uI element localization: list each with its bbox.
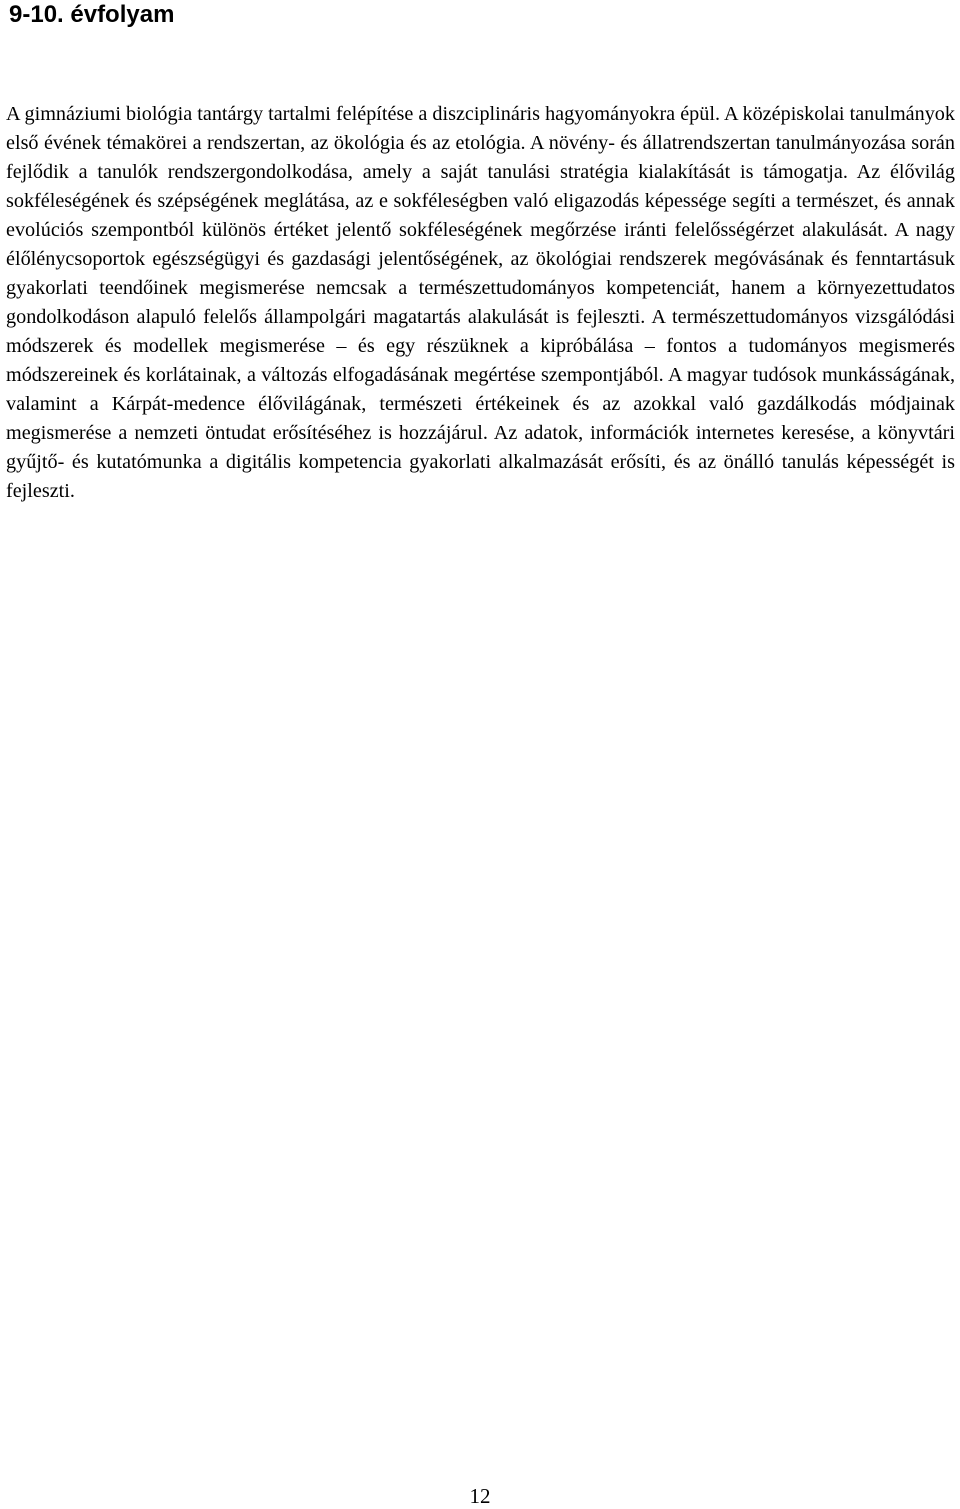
page-number: 12 xyxy=(469,1484,491,1508)
section-heading: 9-10. évfolyam xyxy=(9,1,175,28)
body-paragraph: A gimnáziumi biológia tantárgy tartalmi felépítése a diszciplináris hagyományokra épül. A középiskolai tanulmányok első évének témakörei a rendszertan, az ökológia és az etológia. A növény- és állatrendszertan tanulmányozása során fejlődik a tanulók rendszergondolkodása, amely a saját tanulási stratégia kialakítását is támogatja. Az élővilág sokféleségének és szépségének meglátása, az e sokféleségben való eligazodás képessége segíti a természet, és annak evolúciós szempontból különös értéket jelentő sokféleségének megőrzése iránti felelősségérzet alakulását. A nagy élőlénycsoportok egészségügyi és gazdasági jelentőségének, az ökológiai rendszerek megóvásának és fenntartásuk gyakorlati teendőinek megismerése nemcsak a természettudományos kompetenciát, hanem a környezettudatos gondolkodáson alapuló felelős állampolgári magatartás alakulását is fejleszti. A természettudományos vizsgálódási módszerek és modellek megismerése – és egy részüknek a kipróbálása – fontos a tudományos megismerés módszereinek és korlátainak, a változás elfogadásának megértése szempontjából. A magyar tudósok munkásságának, valamint a Kárpát-medence élővilágának, természeti értékeinek és az azokkal való gazdálkodás módjainak megismerése a nemzeti öntudat erősítéséhez is hozzájárul. Az adatok, információk internetes keresése, a könyvtári gyűjtő- és kutatómunka a digitális kompetencia gyakorlati alkalmazását erősíti, és az önálló tanulás képességét is fejleszti. xyxy=(6,103,955,502)
